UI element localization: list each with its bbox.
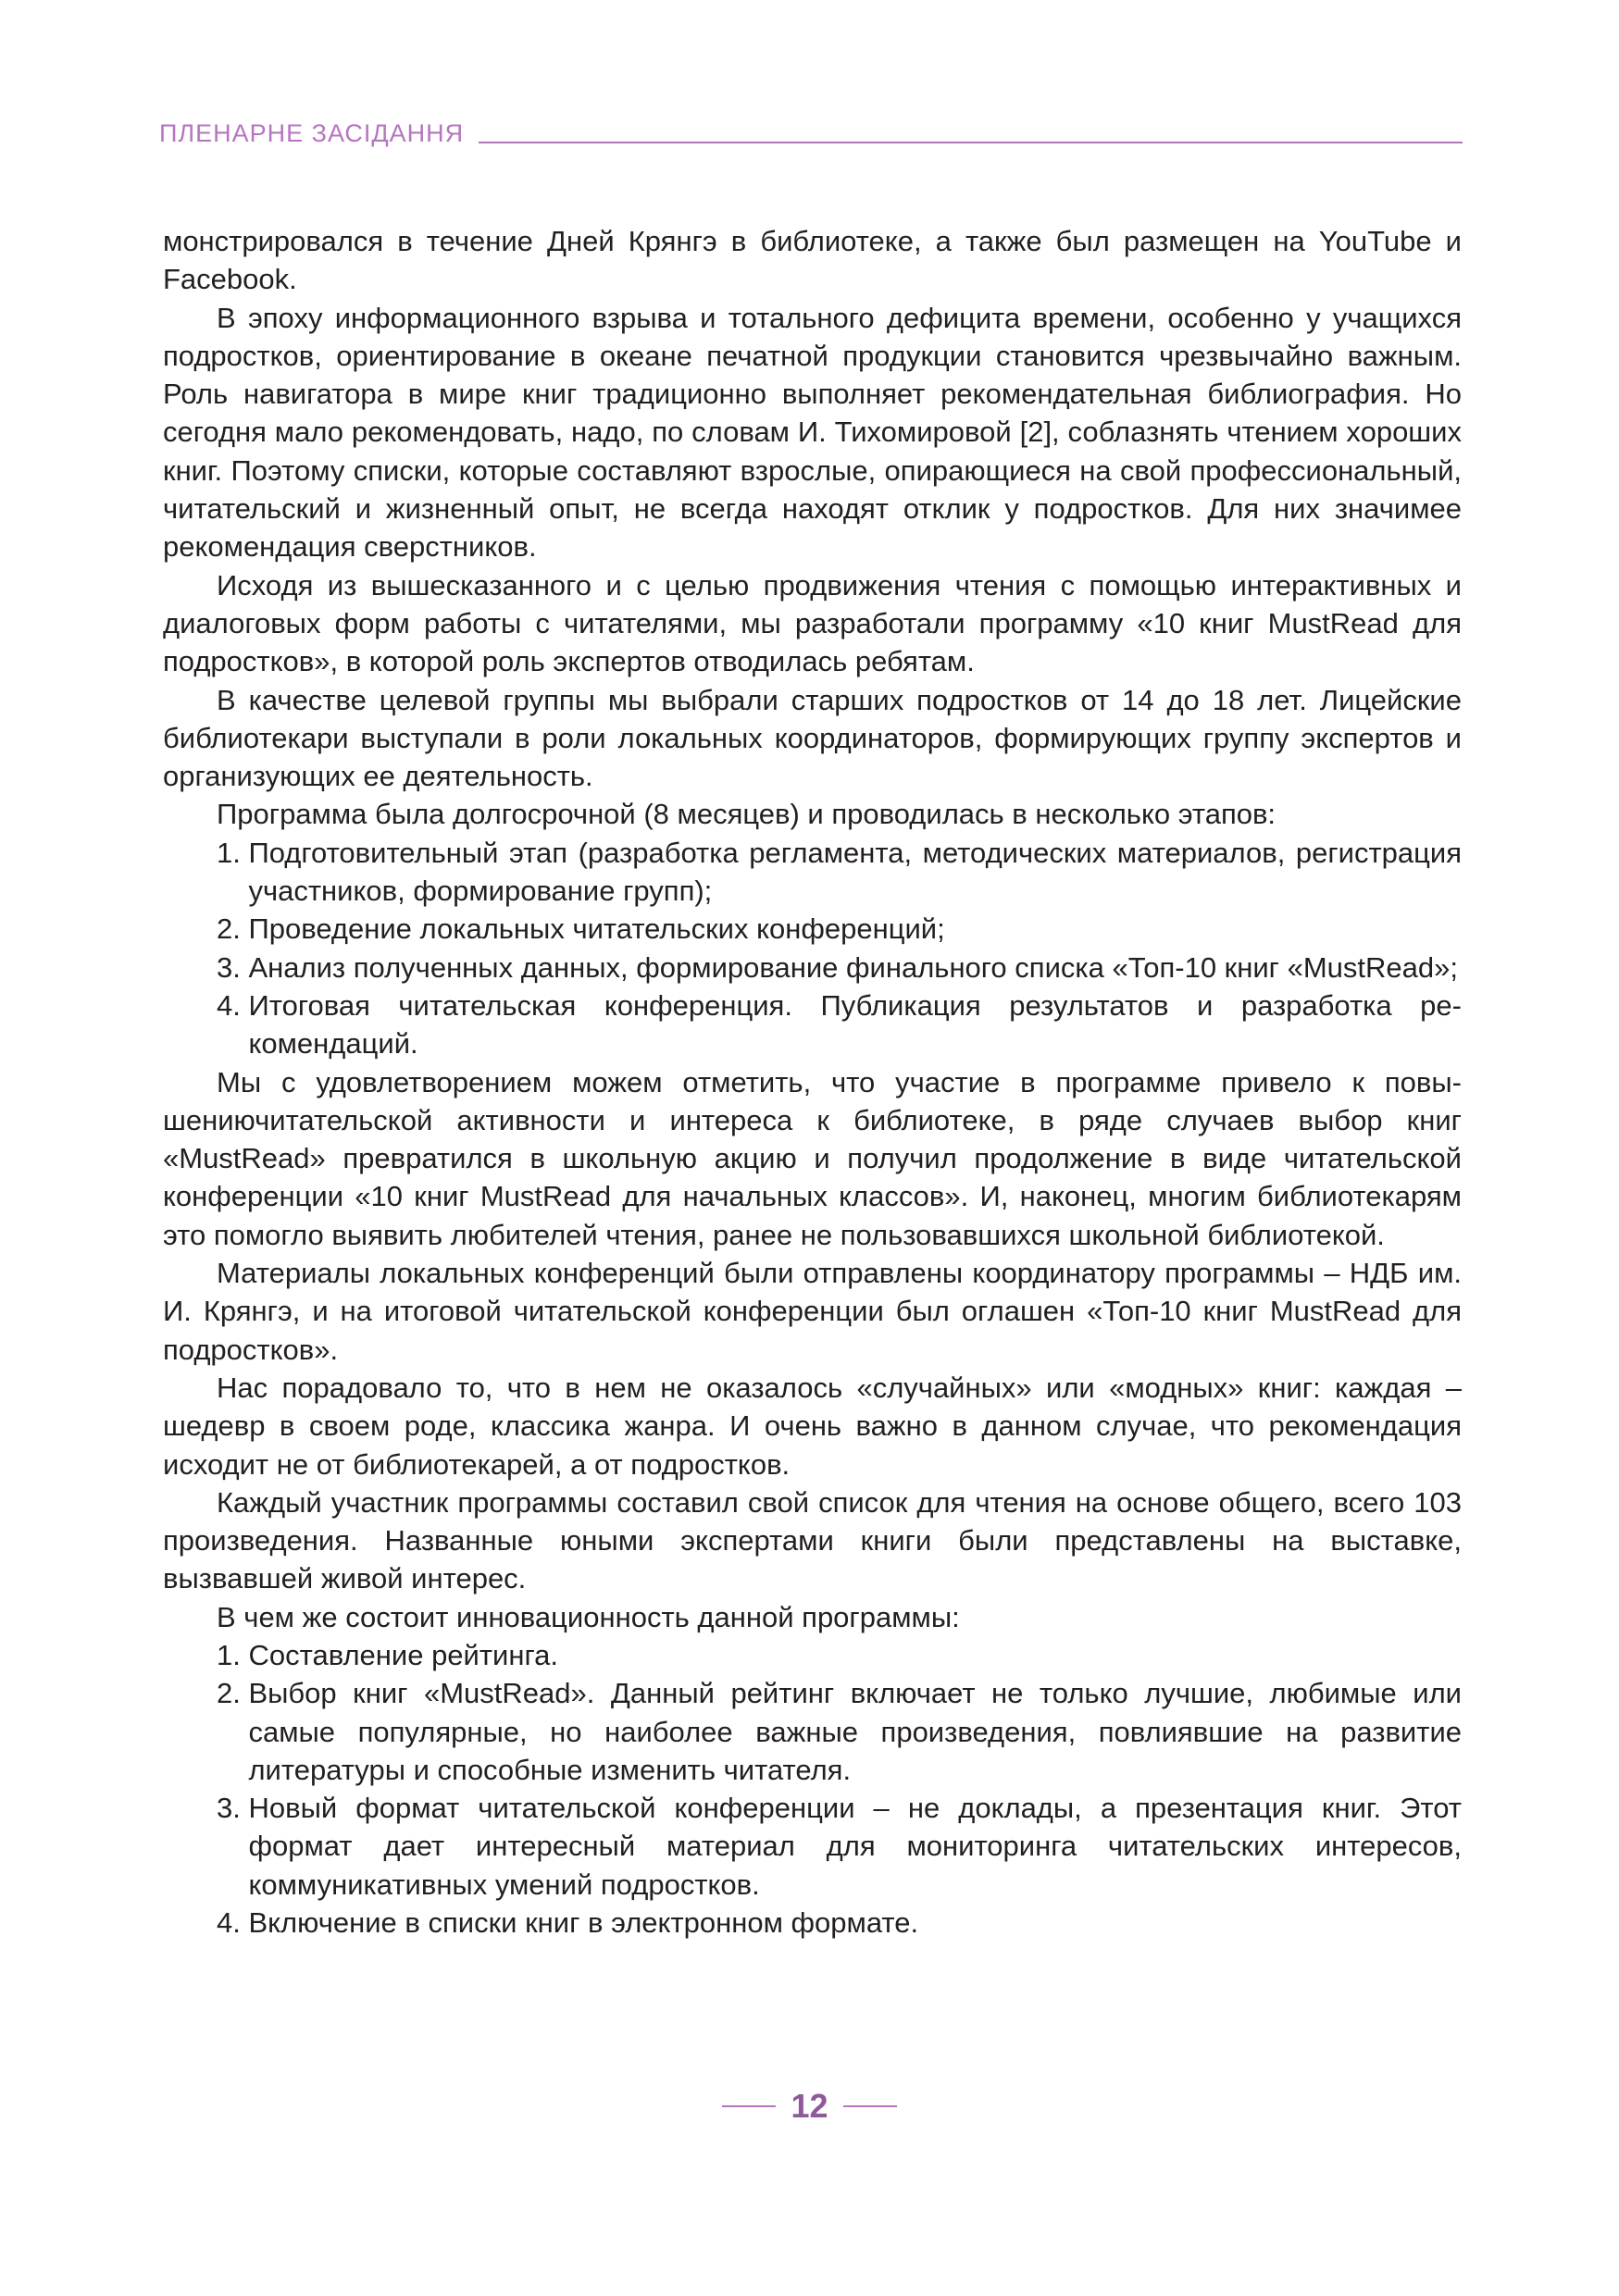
paragraph: В эпоху информационного взрыва и тотального дефицита времени, особенно у учащихся подростков, ориентирование в океане печатной продукции становится чрезвычайно важным. Роль навигатора в мире книг традиционно выполняет рекомендательная библиография. Но сегодня мало рекомендовать, надо, по словам И. Тихомировой [2], соблазнять чтением хороших книг. Поэтому списки, которые составляют взрослые, опирающиеся на свой профессиональный, читательский и жизненный опыт, не всегда находят отклик у подростков. Для них значимее рекомендация сверстников. [163, 301, 1462, 564]
paragraph: монстрировался в течение Дней Крянгэ в библиотеке, а также был размещен на YouTube и Facebook. [163, 225, 1462, 296]
list-item-text: Составление рейтинга. [248, 1638, 558, 1671]
list-item [163, 1789, 1462, 1904]
list-number: 1. [217, 836, 249, 869]
paragraph: Программа была долгосрочной (8 месяцев) и проводилась в несколько этапов: [217, 798, 1277, 831]
running-header [159, 121, 1463, 146]
article-body [163, 222, 1462, 1942]
list-item [163, 1674, 1462, 1789]
list-item [163, 910, 1462, 948]
list-item-text: Проведение локальных читательских конференций; [248, 912, 945, 946]
footer-rule-right [843, 2105, 897, 2107]
list-number: 4. [217, 1906, 249, 1940]
list-number: 2. [217, 912, 249, 946]
innovations-list [163, 1636, 1462, 1942]
list-item [163, 1636, 1462, 1674]
section-title: ПЛЕНАРНЕ ЗАСІДАННЯ [159, 119, 465, 147]
list-item [163, 1904, 1462, 1942]
stages-list [163, 834, 1462, 1063]
paragraph: Мы с удовлетворением можем отметить, что участие в программе привело к повышениючитательской активности и интереса к библиотеке, в ряде случаев выбор книг «MustRead» превратился в школьную акцию и получил продолжение в виде читательской конференции «10 книг MustRead для начальных классов». И, наконец, многим библиотекарям это помогло выявить любителей чтения, ранее не пользовавшихся школьной библиотекой. [163, 1065, 1462, 1251]
list-item-text: Выбор книг «MustRead». Данный рейтинг включает не только лучшие, любимые или самые популярные, но наиболее важные произведения, повлиявшие на развитие литературы и способные изменить читателя. [248, 1677, 1462, 1786]
list-item-text: Итоговая читательская конференция. Публикация результатов и разработка рекомендаций. [248, 988, 1462, 1061]
footer-rule-left [722, 2105, 776, 2107]
list-item-text: Новый формат читательской конференции – не доклады, а презентация книг. Этот формат дает интересный материал для мониторинга читательских интересов, коммуникативных умений подростков. [248, 1792, 1462, 1901]
list-item [163, 834, 1462, 911]
paragraph: В качестве целевой группы мы выбрали старших подростков от 14 до 18 лет. Лицейские библиотекари выступали в роли локальных координаторов, формирующих группу экспертов и организующих ее деятельность. [163, 683, 1462, 793]
paragraph: Исходя из вышесказанного и с целью продвижения чтения с помощью интерактивных и диалоговых форм работы с читателями, мы разработали программу «10 книг MustRead для подростков», в которой роль экспертов отводилась ребятам. [163, 568, 1462, 678]
list-number: 2. [217, 1677, 249, 1710]
paragraph: В чем же состоит инновационность данной программы: [217, 1600, 960, 1633]
list-number: 1. [217, 1638, 249, 1671]
list-number: 4. [217, 988, 249, 1022]
page-footer [0, 2087, 1619, 2125]
list-item-text: Подготовительный этап (разработка регламента, методических материалов, регистрация участников, формирование групп); [248, 836, 1462, 908]
list-number: 3. [217, 1792, 249, 1825]
list-item-text: Анализ полученных данных, формирование финального списка «Топ-10 книг «MustRead»; [248, 950, 1458, 984]
list-item-text: Включение в списки книг в электронном формате. [248, 1906, 919, 1940]
header-rule [479, 142, 1463, 143]
page-number: 12 [791, 2087, 828, 2125]
paragraph: Каждый участник программы составил свой список для чтения на основе общего, всего 103 произведения. Названные юными экспертами книги были представлены на выставке, вызвавшей живой интерес. [163, 1485, 1462, 1595]
list-item [163, 949, 1462, 987]
list-number: 3. [217, 950, 249, 984]
paragraph: Материалы локальных конференций были отправлены координатору программы – НДБ им. И. Крянгэ, и на итоговой читательской конференции был оглашен «Топ-10 книг MustRead для подростков». [163, 1257, 1462, 1366]
paragraph: Нас порадовало то, что в нем не оказалось «случайных» или «модных» книг: каждая – шедевр в своем роде, классика жанра. И очень важно в данном случае, что рекомендация исходит не от библиотекарей, а от подростков. [163, 1371, 1462, 1481]
list-item [163, 987, 1462, 1063]
